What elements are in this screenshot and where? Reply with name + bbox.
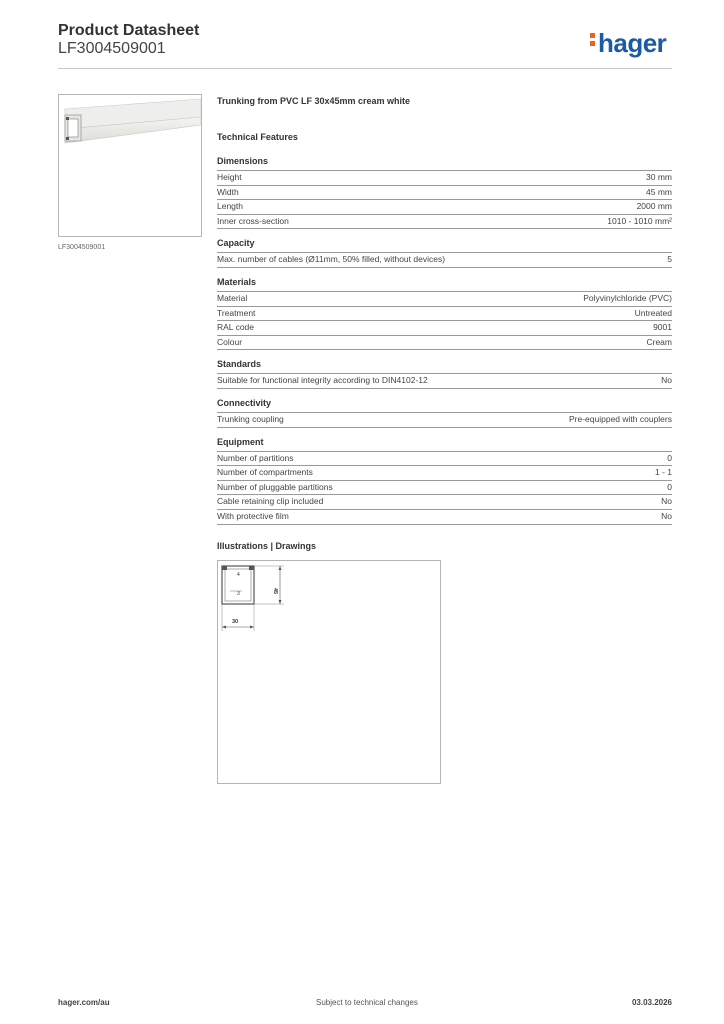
section-title: Connectivity	[217, 398, 672, 413]
spec-value: Untreated	[634, 307, 672, 318]
spec-row	[217, 321, 672, 336]
spec-label: Inner cross-section	[217, 215, 289, 226]
spec-value: 1 - 1	[654, 467, 672, 478]
spec-row	[217, 374, 672, 389]
header-divider	[58, 68, 672, 69]
spec-row	[217, 336, 672, 351]
spec-value: 1010 - 1010 mm²	[607, 215, 672, 226]
dim-width-label: 30	[232, 619, 239, 625]
section-materials	[217, 277, 672, 350]
technical-features-title: Technical Features	[217, 132, 298, 142]
spec-value: Pre-equipped with couplers	[568, 413, 672, 424]
spec-value: Cream	[646, 336, 672, 347]
spec-value: 0	[667, 452, 672, 463]
image-caption: LF3004509001	[58, 244, 106, 251]
dim-height-label: 45	[272, 588, 278, 595]
spec-label: Height	[217, 172, 242, 182]
spec-value: 0	[667, 481, 672, 492]
section-standards	[217, 359, 672, 389]
product-code: LF3004509001	[58, 40, 166, 57]
spec-label: Number of compartments	[217, 467, 313, 478]
section-title: Capacity	[217, 238, 672, 253]
spec-value: No	[661, 375, 672, 386]
hager-logo[interactable]	[590, 28, 666, 59]
section-title: Dimensions	[217, 156, 672, 171]
footer-disclaimer: Subject to technical changes	[316, 998, 418, 1007]
trunking-image-icon	[59, 95, 201, 236]
spec-value: 5	[667, 254, 672, 265]
section-title: Equipment	[217, 437, 672, 452]
spec-value: 2000 mm	[636, 201, 672, 212]
dim-small-1: 4	[237, 572, 240, 578]
section-equipment	[217, 437, 672, 525]
spec-row	[217, 171, 672, 186]
spec-row	[217, 413, 672, 428]
spec-label: Treatment	[217, 307, 256, 318]
logo-text: hager	[598, 28, 667, 58]
spec-value: No	[661, 510, 672, 521]
product-name: Trunking from PVC LF 30x45mm cream white	[217, 96, 411, 106]
section-title: Standards	[217, 359, 672, 374]
spec-label: Cable retaining clip included	[217, 496, 324, 507]
page-title: Product Datasheet	[58, 22, 200, 39]
technical-drawing	[217, 560, 441, 784]
logo-dots-icon	[590, 33, 596, 49]
spec-label: Trunking coupling	[217, 413, 284, 424]
spec-label: Length	[217, 201, 243, 212]
spec-row	[217, 253, 672, 268]
spec-label: Max. number of cables (Ø11mm, 50% filled, without devices)	[217, 254, 446, 265]
spec-label: Width	[217, 186, 239, 197]
spec-label: Colour	[217, 336, 243, 347]
product-image	[58, 94, 202, 237]
footer-website-link[interactable]: hager.com/au	[58, 998, 110, 1007]
spec-label: Number of pluggable partitions	[217, 481, 333, 492]
spec-row	[217, 186, 672, 201]
dim-small-2: 3	[237, 591, 240, 597]
spec-row	[217, 495, 672, 510]
spec-label: RAL code	[217, 322, 255, 333]
spec-label: With protective film	[217, 510, 289, 521]
section-dimensions	[217, 156, 672, 229]
spec-label: Number of partitions	[217, 452, 294, 463]
section-connectivity	[217, 398, 672, 428]
spec-label: Suitable for functional integrity according to DIN4102-12	[217, 375, 428, 386]
spec-row	[217, 510, 672, 525]
spec-value: 30 mm	[646, 172, 672, 182]
datasheet-content	[217, 96, 672, 534]
spec-value: 45 mm	[646, 186, 672, 197]
spec-value: 9001	[653, 322, 672, 333]
spec-row	[217, 481, 672, 496]
section-title: Materials	[217, 277, 672, 292]
spec-value: Polyvinylchloride (PVC)	[583, 292, 672, 303]
spec-row	[217, 200, 672, 215]
illustrations-title: Illustrations | Drawings	[217, 541, 317, 551]
spec-row	[217, 452, 672, 467]
cross-section-drawing-icon	[218, 561, 440, 783]
spec-row	[217, 215, 672, 230]
footer-date: 03.03.2026	[631, 998, 672, 1007]
spec-row	[217, 466, 672, 481]
spec-label: Material	[217, 292, 248, 303]
spec-value: No	[661, 496, 672, 507]
section-capacity	[217, 238, 672, 268]
spec-row	[217, 307, 672, 322]
spec-row	[217, 292, 672, 307]
